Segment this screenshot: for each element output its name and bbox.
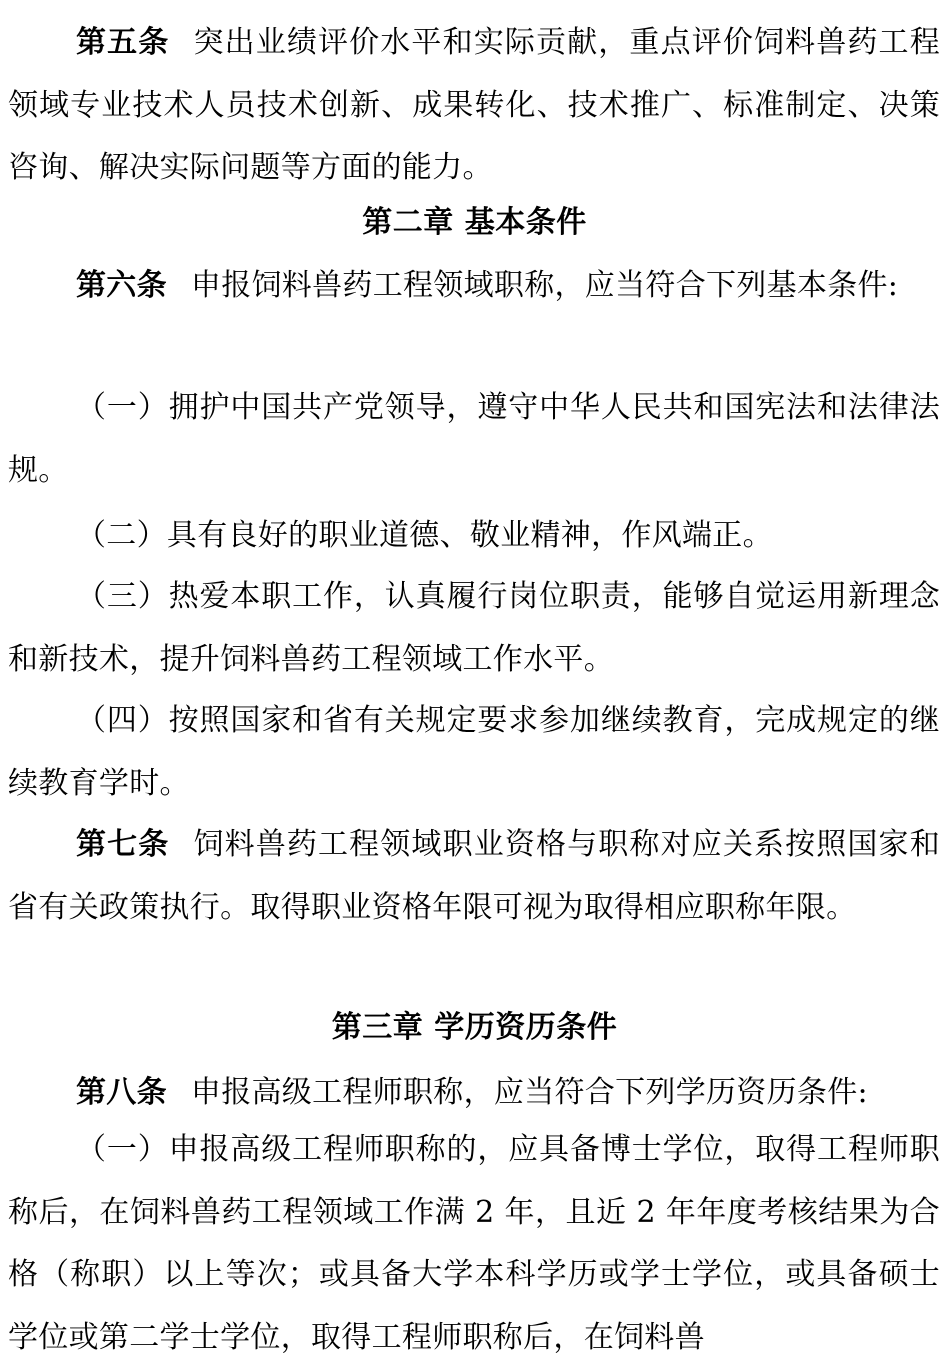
article-7-text: 饲料兽药工程领域职业资格与职称对应关系按照国家和省有关政策执行。取得职业资格年限可视为取得相应职称年限。 — [8, 827, 941, 925]
article-8-item-1: （一）申报高级工程师职称的，应具备博士学位，取得工程师职称后，在饲料兽药工程领域工作满 2 年，且近 2 年年度考核结果为合格（称职）以上等次；或具备大学本科学历或学士学位，或具备硕士学位或第二学士学位，取得工程师职称后，在饲料兽 — [8, 1132, 940, 1355]
article-6-item-3: （三）热爱本职工作，认真履行岗位职责，能够自觉运用新理念和新技术，提升饲料兽药工程领域工作水平。 — [8, 579, 940, 677]
article-6 — [8, 255, 940, 318]
article-7-label: 第七条 — [76, 827, 170, 862]
article-6-text: 申报饲料兽药工程领域职称，应当符合下列基本条件: — [190, 268, 899, 303]
article-5-text: 突出业绩评价水平和实际贡献，重点评价饲料兽药工程领域专业技术人员技术创新、成果转化、技术推广、标准制定、决策咨询、解决实际问题等方面的能力。 — [8, 25, 941, 186]
article-6-label: 第六条 — [76, 268, 167, 303]
chapter-2-heading: 第二章 基本条件 — [362, 205, 587, 240]
article-8-text: 申报高级工程师职称，应当符合下列学历资历条件: — [190, 1075, 868, 1110]
article-5 — [8, 12, 940, 200]
article-6-item-2: （二）具有良好的职业道德、敬业精神，作风端正。 — [76, 518, 773, 553]
article-5-label: 第五条 — [76, 25, 170, 60]
article-8-label: 第八条 — [76, 1075, 167, 1110]
chapter-3-heading: 第三章 学历资历条件 — [331, 1010, 618, 1045]
article-8 — [8, 1062, 940, 1125]
article-6-item-1: （一）拥护中国共产党领导，遵守中华人民共和国宪法和法律法规。 — [8, 390, 940, 488]
article-7 — [8, 814, 940, 939]
article-6-item-4: （四）按照国家和省有关规定要求参加继续教育，完成规定的继续教育学时。 — [8, 703, 940, 801]
